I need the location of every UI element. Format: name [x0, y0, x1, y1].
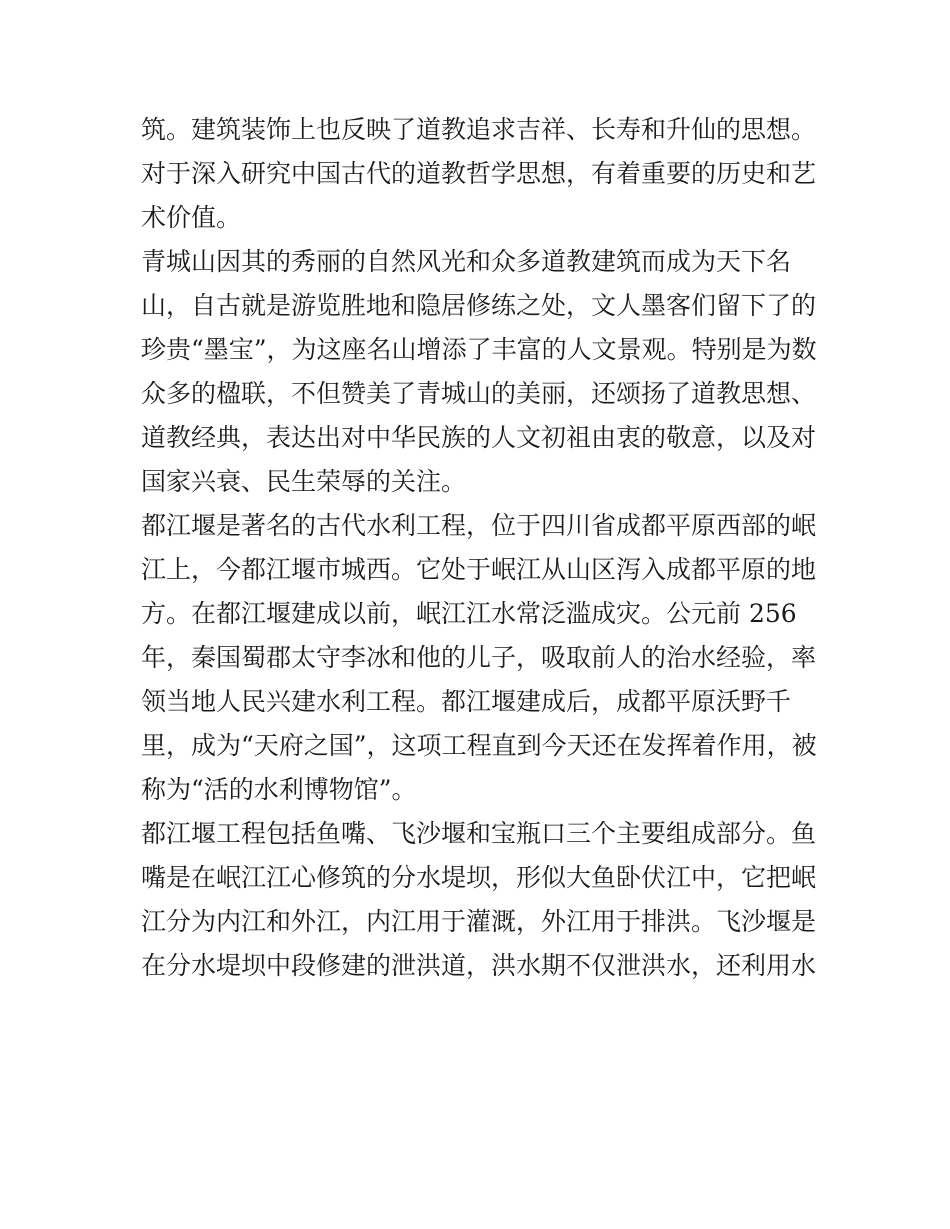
paragraph-qingcheng-mountain — [141, 240, 821, 504]
text-line: 山，自古就是游览胜地和隐居修练之处，文人墨客们留下了的 — [141, 291, 817, 320]
text-line: 里，成为“天府之国”，这项工程直到今天还在发挥着作用，被 — [141, 731, 817, 760]
text-line: 江分为内江和外江，内江用于灌溉，外江用于排洪。飞沙堰是 — [141, 907, 817, 936]
text-line: 都江堰是著名的古代水利工程，位于四川省成都平原西部的岷 — [141, 511, 817, 540]
text-line: 对于深入研究中国古代的道教哲学思想，有着重要的历史和艺 — [141, 159, 817, 188]
text-line: 在分水堤坝中段修建的泄洪道，洪水期不仅泄洪水，还利用水 — [141, 951, 817, 980]
paragraph-dujiangyan-history — [141, 504, 821, 812]
text-line: 都江堰工程包括鱼嘴、飞沙堰和宝瓶口三个主要组成部分。鱼 — [141, 819, 817, 848]
paragraph-taoist-architecture — [141, 108, 821, 240]
text-line: 领当地人民兴建水利工程。都江堰建成后，成都平原沃野千 — [141, 687, 792, 716]
paragraph-dujiangyan-components — [141, 812, 821, 988]
text-line: 嘴是在岷江江心修筑的分水堤坝，形似大鱼卧伏江中，它把岷 — [141, 863, 817, 892]
text-line: 道教经典，表达出对中华民族的人文初祖由衷的敬意，以及对 — [141, 423, 817, 452]
text-line: 称为“活的水利博物馆”。 — [141, 775, 417, 804]
text-line: 术价值。 — [141, 203, 242, 232]
text-line: 珍贵“墨宝”，为这座名山增添了丰富的人文景观。特别是为数 — [141, 335, 817, 364]
text-line: 青城山因其的秀丽的自然风光和众多道教建筑而成为天下名 — [141, 247, 792, 276]
text-line: 筑。建筑装饰上也反映了道教追求吉祥、长寿和升仙的思想。 — [141, 115, 817, 144]
text-line: 众多的楹联，不但赞美了青城山的美丽，还颂扬了道教思想、 — [141, 379, 817, 408]
document-body — [141, 108, 821, 988]
text-line: 江上，今都江堰市城西。它处于岷江从山区泻入成都平原的地 — [141, 555, 817, 584]
text-line: 年，秦国蜀郡太守李冰和他的儿子，吸取前人的治水经验，率 — [141, 643, 817, 672]
text-line: 国家兴衰、民生荣辱的关注。 — [141, 467, 467, 496]
text-line: 方。在都江堰建成以前，岷江江水常泛滥成灾。公元前 256 — [141, 599, 797, 628]
